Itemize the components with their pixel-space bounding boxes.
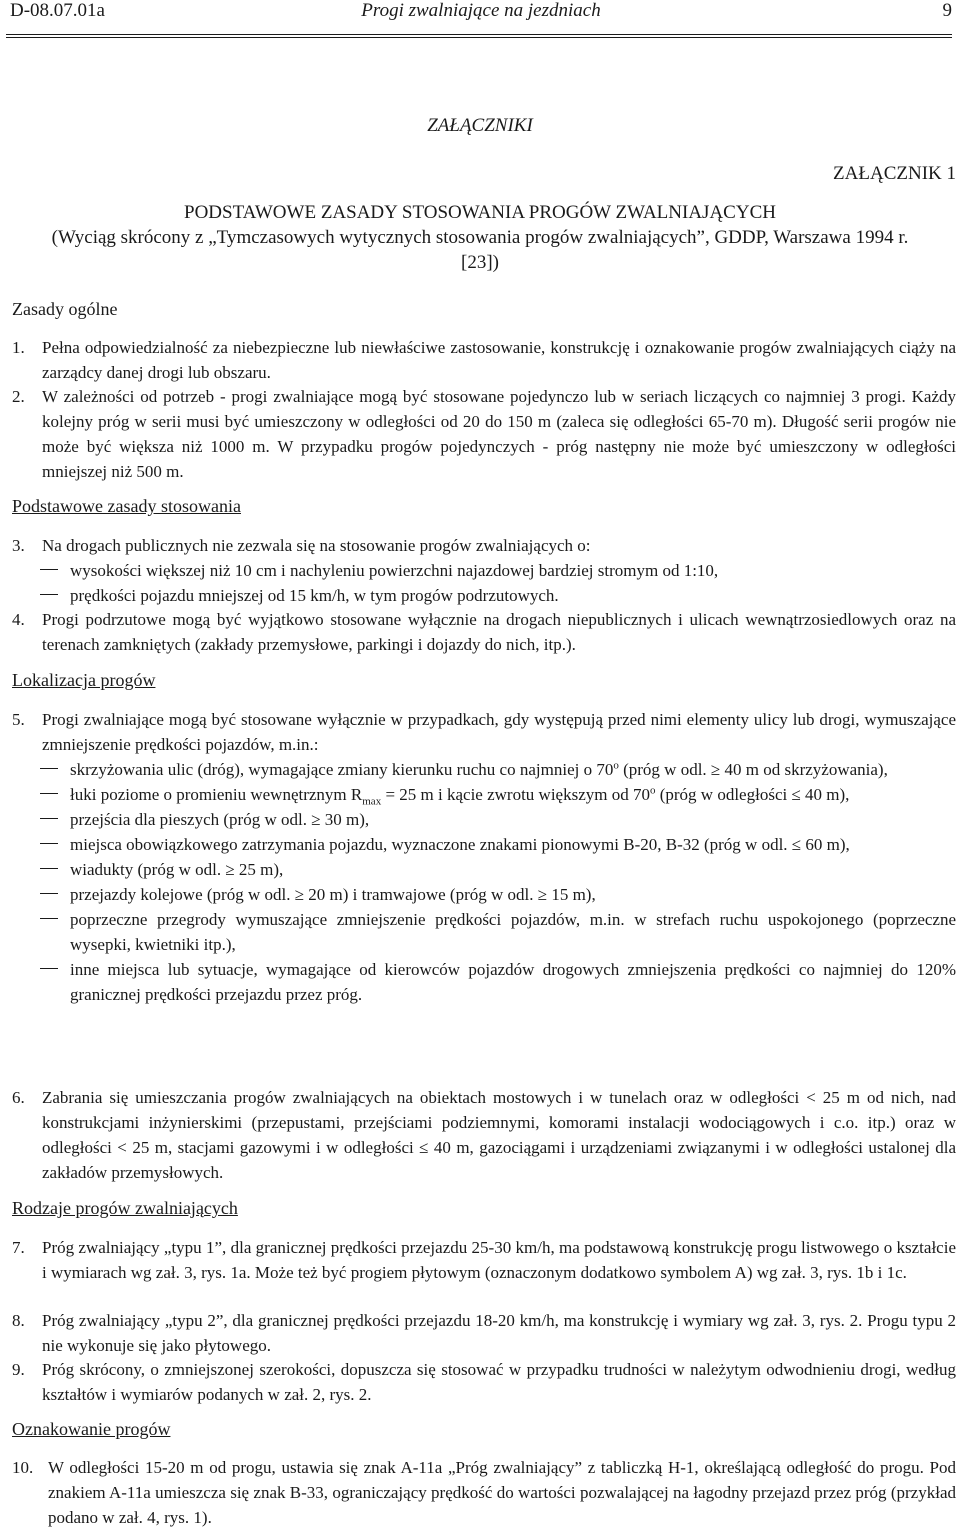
dash-bullet bbox=[40, 918, 58, 919]
section-heading-general-rules: Zasady ogólne bbox=[12, 299, 118, 319]
paragraph-6 bbox=[12, 1085, 956, 1185]
paragraph-number: 4. bbox=[12, 610, 25, 629]
paragraph-2 bbox=[12, 384, 956, 484]
paragraph-number: 3. bbox=[12, 536, 25, 555]
paragraph-7 bbox=[12, 1235, 956, 1285]
paragraph-text: Próg skrócony, o zmniejszonej szerokości, dopuszcza się stosować w przypadku trudności w należytym odwodnieniu drogi, według kształtów i wymiarów podanych w zał. 2, rys. 2. bbox=[42, 1360, 956, 1404]
section-heading-types: Rodzaje progów zwalniających bbox=[12, 1198, 238, 1218]
paragraph-text: Zabrania się umieszczania progów zwalniających na obiektach mostowych i w tunelach oraz w odległości < 25 m od nich, nad konstrukcjami inżynierskimi (przepustami, przejściami podziemnymi, komorami instalacji wodociągowych i c.o. itp.) oraz w odległości < 25 m, stacjami gazowymi i w odległości ≤ 40 m, gazociągami i urządzeniami związanymi i w odległości ustalonej dla zakładów przemysłowych. bbox=[42, 1088, 956, 1182]
paragraph-number: 8. bbox=[12, 1311, 25, 1330]
paragraph-number: 1. bbox=[12, 338, 25, 357]
paragraph-3 bbox=[12, 533, 956, 608]
paragraph-number: 6. bbox=[12, 1088, 25, 1107]
page-number: 9 bbox=[942, 0, 952, 21]
annex-title-line-3: [23]) bbox=[461, 252, 499, 273]
paragraph-number: 2. bbox=[12, 387, 25, 406]
annex-title-line-2: (Wyciąg skrócony z „Tymczasowych wytycznych stosowania progów zwalniających”, GDDP, Warszawa 1994 r. bbox=[51, 227, 909, 248]
paragraph-text: Na drogach publicznych nie zezwala się na stosowanie progów zwalniających o: bbox=[42, 536, 591, 555]
paragraph-5 bbox=[12, 707, 956, 1007]
dash-bullet bbox=[40, 594, 58, 595]
section-heading-basic-rules: Podstawowe zasady stosowania bbox=[12, 496, 241, 516]
dash-bullet bbox=[40, 793, 58, 794]
paragraph-text: Próg zwalniający „typu 1”, dla granicznej prędkości przejazdu 25-30 km/h, ma podstawową konstrukcję progu listwowego o kształcie i wymiarach wg zał. 3, rys. 1a. Może też być progiem płytowym (oznaczonym dodatkowo symbolem A) wg zał. 3, rys. 1b i 1c. bbox=[42, 1238, 956, 1282]
header-rule-2 bbox=[6, 37, 952, 38]
header-rule bbox=[6, 34, 952, 35]
paragraph-text: Progi zwalniające mogą być stosowane wyłącznie w przypadkach, gdy występują przed nimi elementy ulicy lub drogi, wymuszające zmniejszenie prędkości pojazdów, m.in.: bbox=[42, 710, 956, 754]
paragraph-number: 9. bbox=[12, 1360, 25, 1379]
list-item: łuki poziome o promieniu wewnętrznym $R_{max} = 25$ m i kącie zwrotu większym od 70$^o$ (próg w odległości ≤ 40 m), bbox=[12, 782, 956, 807]
dash-bullet bbox=[40, 843, 58, 844]
attachments-title: ZAŁĄCZNIKI bbox=[427, 115, 533, 136]
paragraph-text: Progi podrzutowe mogą być wyjątkowo stosowane wyłącznie na drogach niepublicznych i ulicach wewnątrzosiedlowych oraz na terenach zamkniętych (zakłady przemysłowe, parkingi i dojazdy do nich, itp.). bbox=[42, 610, 956, 654]
paragraph-number: 7. bbox=[12, 1238, 25, 1257]
list-item: przejazdy kolejowe (próg w odl. ≥ 20 m) i tramwajowe (próg w odl. ≥ 15 m), bbox=[12, 882, 956, 907]
document-title: Progi zwalniające na jezdniach bbox=[361, 0, 601, 21]
dash-bullet bbox=[40, 968, 58, 969]
paragraph-number: 10. bbox=[12, 1458, 34, 1477]
list-item: wiadukty (próg w odl. ≥ 25 m), bbox=[12, 857, 956, 882]
list-item: przejścia dla pieszych (próg w odl. ≥ 30 m), bbox=[12, 807, 956, 832]
list-item: wysokości większej niż 10 cm i nachyleniu powierzchni najazdowej bardziej stromym od 1:10, bbox=[12, 558, 956, 583]
paragraph-text: W odległości 15-20 m od progu, ustawia się znak A-11a „Próg zwalniający” z tabliczką H-1, określającą odległość do progu. Pod znakiem A-11a umieszcza się znak B-33, ograniczający prędkość do wartości pozwalającej na łagodny przejazd przez próg (przykład podano w zał. 4, rys. 1). bbox=[48, 1458, 956, 1527]
paragraph-4 bbox=[12, 607, 956, 657]
dash-bullet bbox=[40, 868, 58, 869]
list-item: miejsca obowiązkowego zatrzymania pojazdu, wyznaczone znakami pionowymi B-20, B-32 (próg w odl. ≤ 60 m), bbox=[12, 832, 956, 857]
paragraph-number: 5. bbox=[12, 710, 25, 729]
annex-title-line-1: PODSTAWOWE ZASADY STOSOWANIA PROGÓW ZWALNIAJĄCYCH bbox=[184, 202, 776, 223]
list-item: prędkości pojazdu mniejszej od 15 km/h, w tym progów podrzutowych. bbox=[12, 583, 956, 608]
dash-bullet bbox=[40, 893, 58, 894]
list-item: skrzyżowania ulic (dróg), wymagające zmiany kierunku ruchu co najmniej o 70$^o$ (próg w odl. ≥ 40 m od skrzyżowania), bbox=[12, 757, 956, 782]
document-code: D-08.07.01a bbox=[10, 0, 105, 21]
paragraph-text: Pełna odpowiedzialność za niebezpieczne lub niewłaściwe zastosowanie, konstrukcję i oznakowanie progów zwalniających ciąży na zarządcy danej drogi lub obszaru. bbox=[42, 338, 956, 382]
paragraph-9 bbox=[12, 1357, 956, 1407]
annex-label: ZAŁĄCZNIK 1 bbox=[833, 163, 956, 184]
page-header bbox=[10, 0, 952, 26]
paragraph-10 bbox=[12, 1455, 956, 1530]
list-item: poprzeczne przegrody wymuszające zmniejszenie prędkości pojazdów, m.in. w strefach ruchu uspokojonego (poprzeczne wysepki, kwietniki itp.), bbox=[12, 907, 956, 957]
annex-title bbox=[0, 200, 960, 275]
section-heading-location: Lokalizacja progów bbox=[12, 670, 156, 690]
paragraph-8 bbox=[12, 1308, 956, 1358]
dash-bullet bbox=[40, 818, 58, 819]
list-item: inne miejsca lub sytuacje, wymagające od kierowców pojazdów drogowych zmniejszenia prędkości co najmniej do 120% granicznej prędkości przejazdu przez próg. bbox=[12, 957, 956, 1007]
paragraph-text: Próg zwalniający „typu 2”, dla granicznej prędkości przejazdu 18-20 km/h, ma konstrukcję i wymiary wg zał. 3, rys. 2. Progu typu 2 nie wykonuje się jako płytowego. bbox=[42, 1311, 956, 1355]
paragraph-1 bbox=[12, 335, 956, 385]
section-heading-marking: Oznakowanie progów bbox=[12, 1419, 171, 1439]
dash-bullet bbox=[40, 569, 58, 570]
dash-bullet bbox=[40, 768, 58, 769]
paragraph-text: W zależności od potrzeb - progi zwalniające mogą być stosowane pojedynczo lub w seriach liczących co najmniej 3 progi. Każdy kolejny próg w serii musi być umieszczony w odległości od 20 do 150 m (zaleca się odległości 65-70 m). Długość serii progów nie może być większa niż 1000 m. W przypadku progów pojedynczych - próg następny nie może być umieszczony w odległości mniejszej niż 500 m. bbox=[42, 387, 956, 481]
